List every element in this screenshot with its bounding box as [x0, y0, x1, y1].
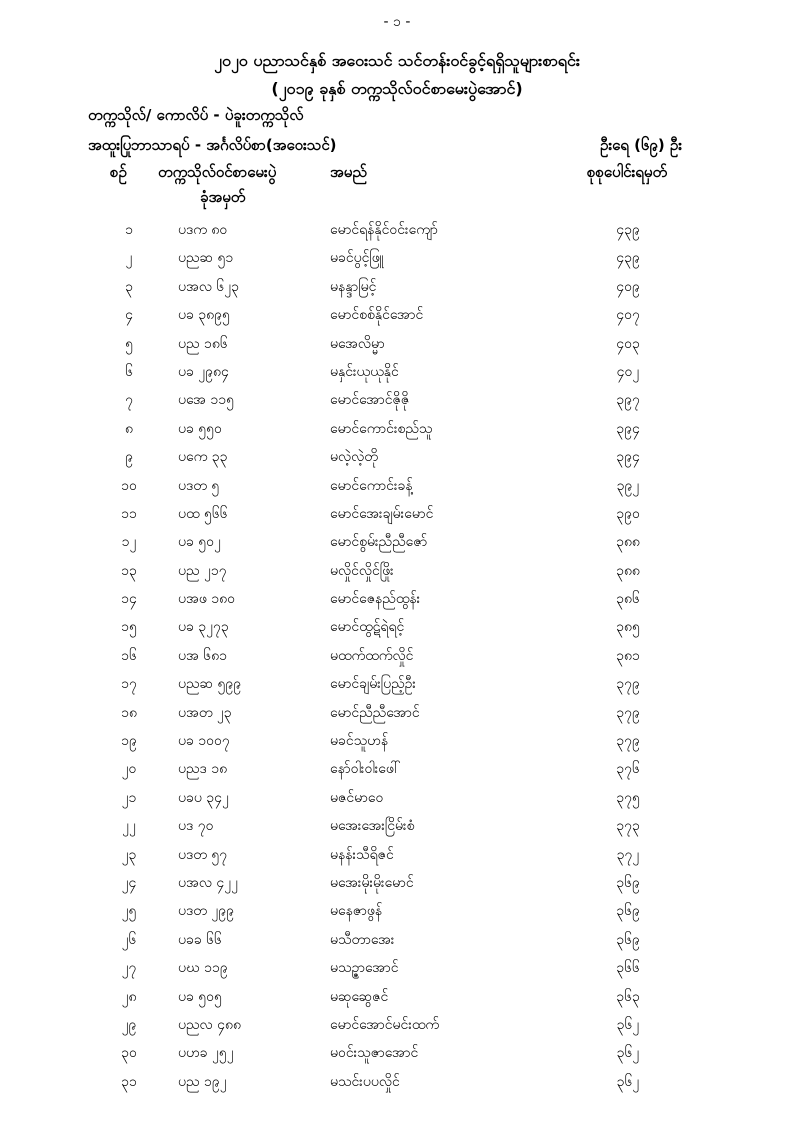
row-total-marks: ၃၆၉ — [616, 874, 640, 891]
student-list — [0, 216, 794, 1096]
row-serial-no: ၁၄ — [121, 591, 137, 608]
row-roll-number: ပအလ ၆၂၃ — [178, 278, 240, 295]
row-serial-no: ၅ — [125, 335, 133, 352]
table-row — [0, 642, 794, 670]
table-row — [0, 358, 794, 386]
table-row — [0, 954, 794, 982]
row-name: မထက်ထက်လှိုင် — [330, 647, 414, 664]
row-total-marks: ၃၆၂ — [616, 1045, 640, 1062]
header-name: အမည် — [330, 163, 367, 181]
row-name: မောင်စစ်နိုင်အောင် — [330, 307, 424, 324]
table-row — [0, 784, 794, 812]
row-total-marks: ၃၈၁ — [616, 647, 640, 664]
row-serial-no: ၂၄ — [121, 874, 137, 891]
row-total-marks: ၃၉၂ — [616, 477, 640, 494]
table-row — [0, 613, 794, 641]
row-serial-no: ၁၈ — [121, 704, 137, 721]
row-roll-number: ပဒက ၈၀ — [178, 222, 228, 238]
row-name: မသင်းပပလှိုင် — [330, 1073, 400, 1090]
row-roll-number: ပခ ၅၀၂ — [178, 534, 221, 551]
header-roll-number-line2: ခုံအမှတ် — [200, 188, 246, 206]
row-serial-no: ၂၆ — [121, 931, 137, 948]
row-serial-no: ၂၅ — [121, 903, 137, 920]
table-row — [0, 415, 794, 443]
table-row — [0, 1011, 794, 1039]
row-name: မဆုဆွေဇင် — [330, 988, 389, 1005]
row-serial-no: ၂၇ — [121, 960, 137, 977]
table-row — [0, 443, 794, 471]
row-roll-number: ပဃ ၁၁၉ — [178, 960, 228, 977]
row-roll-number: ပခ ၂၉၈၄ — [178, 363, 229, 380]
row-serial-no: ၁၆ — [121, 647, 137, 664]
row-serial-no: ၆ — [125, 363, 133, 380]
row-serial-no: ၁၉ — [121, 733, 137, 750]
row-roll-number: ပခခ ၆၆ — [178, 931, 222, 948]
row-name: မသီတာအေး — [330, 931, 395, 948]
table-row — [0, 841, 794, 869]
table-row — [0, 869, 794, 897]
table-row — [0, 699, 794, 727]
row-total-marks: ၃၇၆ — [616, 761, 640, 778]
row-roll-number: ပည ၁၉၂ — [178, 1073, 227, 1090]
document-title: ၂၀၂၀ ပညာသင်နှစ် အဝေးသင် သင်တန်းဝင်ခွင့်ရရှိသူများစာရင်း — [214, 51, 580, 70]
row-name: မောင်အောင်မင်းထက် — [330, 1016, 440, 1033]
row-roll-number: ပဒတ ၅ — [178, 477, 220, 494]
table-row — [0, 273, 794, 301]
row-serial-no: ၁ — [125, 222, 133, 238]
document-subtitle: (၂၀၁၉ ခုနှစ် တက္ကသိုလ်ဝင်စာမေးပွဲအောင်) — [271, 79, 523, 98]
row-total-marks: ၃၇၉ — [616, 704, 640, 721]
table-row — [0, 727, 794, 755]
row-roll-number: ပအေ ၁၁၅ — [178, 392, 234, 409]
row-roll-number: ပအ ၆၈၁ — [178, 647, 228, 664]
row-serial-no: ၃၀ — [121, 1045, 137, 1062]
row-roll-number: ပဒ ၇၀ — [178, 818, 214, 835]
row-total-marks: ၃၉၄ — [616, 420, 640, 437]
row-serial-no: ၄ — [125, 307, 133, 324]
table-row — [0, 983, 794, 1011]
row-roll-number: ပခ ၃၈၉၅ — [178, 307, 230, 324]
table-row — [0, 528, 794, 556]
row-name: မအေလိမ္မာ — [330, 335, 385, 352]
row-total-marks: ၃၇၂ — [616, 846, 640, 863]
row-roll-number: ပဟခ ၂၅၂ — [178, 1045, 234, 1062]
table-row — [0, 926, 794, 954]
table-row — [0, 897, 794, 925]
row-roll-number: ပအလ ၄၂၂ — [178, 874, 239, 891]
table-row — [0, 1039, 794, 1067]
row-name: မနန်းသီရိဇင် — [330, 846, 394, 863]
table-row — [0, 216, 794, 244]
table-row — [0, 500, 794, 528]
header-serial-no: စဉ် — [110, 163, 127, 181]
row-total-marks: ၃၆၂ — [616, 1016, 640, 1033]
row-roll-number: ပခ ၅၀၅ — [178, 988, 222, 1005]
row-total-marks: ၃၆၉ — [616, 903, 640, 920]
university-line: တက္ကသိုလ်/ ကောလိပ် - ပဲခူးတက္ကသိုလ် — [88, 106, 304, 124]
row-name: မောင်ချမ်းပြည့်ဦး — [330, 676, 416, 693]
row-roll-number: ပခ ၁၀၀၇ — [178, 733, 230, 750]
header-total-marks: စုစုပေါင်းရမှတ် — [587, 163, 668, 181]
row-roll-number: ပဒတ ၅၇ — [178, 846, 228, 863]
row-serial-no: ၂၁ — [121, 789, 137, 806]
row-name: မဇင်မာဝေ — [330, 789, 384, 806]
row-total-marks: ၃၈၅ — [616, 619, 640, 636]
row-serial-no: ၂၉ — [121, 1016, 137, 1033]
row-roll-number: ပခပ ၃၄၂ — [178, 789, 229, 806]
row-total-marks: ၃၉၄ — [616, 449, 640, 466]
row-serial-no: ၁၂ — [121, 534, 137, 551]
table-row — [0, 330, 794, 358]
table-row — [0, 386, 794, 414]
row-roll-number: ပထ ၅၆၆ — [178, 505, 228, 522]
row-total-marks: ၄၃၉ — [616, 222, 640, 238]
row-roll-number: ပညဆ ၅၉၉ — [178, 676, 242, 693]
table-row — [0, 755, 794, 783]
row-total-marks: ၃၉၇ — [616, 392, 640, 409]
row-serial-no: ၂၃ — [121, 846, 137, 863]
row-total-marks: ၄၀၇ — [616, 307, 640, 324]
row-roll-number: ပခ ၅၅၀ — [178, 420, 222, 437]
row-roll-number: ပဒတ ၂၉၉ — [178, 903, 234, 920]
row-serial-no: ၁၅ — [121, 619, 137, 636]
table-row — [0, 1068, 794, 1096]
row-name: မနေဇာဖွန် — [330, 903, 383, 920]
table-row — [0, 812, 794, 840]
row-serial-no: ၂၈ — [121, 988, 137, 1005]
row-total-marks: ၃၈၈ — [616, 534, 640, 551]
row-roll-number: ပညဆ ၅၁ — [178, 250, 234, 267]
row-total-marks: ၃၇၉ — [616, 733, 640, 750]
row-total-marks: ၄၀၉ — [616, 278, 640, 295]
row-roll-number: ပည ၁၈၆ — [178, 335, 228, 352]
row-total-marks: ၃၆၉ — [616, 931, 640, 948]
page-number: - ၁ - — [383, 14, 411, 30]
row-roll-number: ပညဒ ၁၈ — [178, 761, 228, 778]
row-roll-number: ပခ ၃၂၇၃ — [178, 619, 229, 636]
major-line: အထူးပြုဘာသာရပ် - အင်္ဂလိပ်စာ(အဝေးသင်) — [88, 136, 337, 154]
row-total-marks: ၃၈၆ — [616, 591, 640, 608]
row-name: မောင်စွမ်းညီညီဇော် — [330, 534, 428, 551]
row-total-marks: ၃၇၅ — [616, 789, 640, 806]
row-serial-no: ၇ — [125, 392, 133, 409]
row-name: မောင်ကောင်းစည်သူ — [330, 420, 433, 437]
row-total-marks: ၃၆၂ — [616, 1073, 640, 1090]
student-count: ဦးရေ (၆၉) ဦး — [600, 136, 683, 154]
row-name: မလှိုင်လှိုင်ဖြိုး — [330, 562, 394, 579]
row-name: မဝင်းသူဇာအောင် — [330, 1045, 419, 1062]
row-total-marks: ၄၀၂ — [616, 363, 640, 380]
row-serial-no: ၃၁ — [121, 1073, 137, 1090]
row-total-marks: ၄၃၉ — [616, 250, 640, 267]
table-row — [0, 557, 794, 585]
row-serial-no: ၈ — [125, 420, 133, 437]
row-roll-number: ပည ၂၁၇ — [178, 562, 227, 579]
table-row — [0, 472, 794, 500]
row-name: မောင်ထွဋ်ရဲရင့် — [330, 619, 405, 636]
row-name: မခင်သူဟန် — [330, 733, 389, 750]
row-name: မောင်ရန်နိုင်ဝင်းကျော် — [330, 222, 438, 238]
row-name: မအေးအေးငြိမ်းစံ — [330, 818, 415, 835]
row-serial-no: ၂၀ — [121, 761, 137, 778]
row-roll-number: ပညလ ၄၈၈ — [178, 1016, 241, 1033]
row-name: နော်ဝါးဝါးဖေါ် — [330, 761, 401, 778]
row-total-marks: ၃၇၃ — [616, 818, 640, 835]
row-roll-number: ပအတ ၂၃ — [178, 704, 232, 721]
row-total-marks: ၃၆၆ — [616, 960, 640, 977]
row-total-marks: ၃၉၀ — [616, 505, 640, 522]
row-name: မနှင်းယုယုနိုင် — [330, 363, 399, 380]
row-name: မောင်ကောင်းခန့် — [330, 477, 413, 494]
row-serial-no: ၁၇ — [121, 676, 137, 693]
row-serial-no: ၁၀ — [121, 477, 137, 494]
row-name: မနန္ဒာမြင့် — [330, 278, 377, 295]
row-total-marks: ၃၇၉ — [616, 676, 640, 693]
row-name: မောင်အေးချမ်းမောင် — [330, 505, 434, 522]
row-name: မခင်ပွင့်ဖြူ — [330, 250, 384, 267]
table-row — [0, 301, 794, 329]
row-name: မအေးမိုးမိုးမောင် — [330, 874, 414, 891]
row-name: မောင်ညီညီအောင် — [330, 704, 420, 721]
row-serial-no: ၃ — [125, 278, 133, 295]
row-serial-no: ၂ — [125, 250, 133, 267]
header-roll-number: တက္ကသိုလ်ဝင်စာမေးပွဲ — [158, 163, 277, 181]
row-serial-no: ၉ — [125, 449, 133, 466]
table-row — [0, 585, 794, 613]
row-name: မသဥ္ဇာအောင် — [330, 960, 399, 977]
row-serial-no: ၁၁ — [121, 505, 137, 522]
row-name: မလဲ့လဲ့တို — [330, 449, 378, 466]
row-total-marks: ၃၆၃ — [616, 988, 640, 1005]
row-total-marks: ၃၈၈ — [616, 562, 640, 579]
row-roll-number: ပကေ ၃၃ — [178, 449, 228, 466]
table-row — [0, 670, 794, 698]
row-serial-no: ၂၂ — [122, 818, 136, 835]
row-name: မောင်အောင်ဇိုဇို — [330, 392, 410, 409]
table-row — [0, 244, 794, 272]
row-total-marks: ၄၀၃ — [616, 335, 640, 352]
row-name: မောင်ဇေနည်ထွန်း — [330, 591, 421, 608]
row-roll-number: ပအဖ ၁၈၀ — [178, 591, 236, 608]
row-serial-no: ၁၃ — [121, 562, 137, 579]
